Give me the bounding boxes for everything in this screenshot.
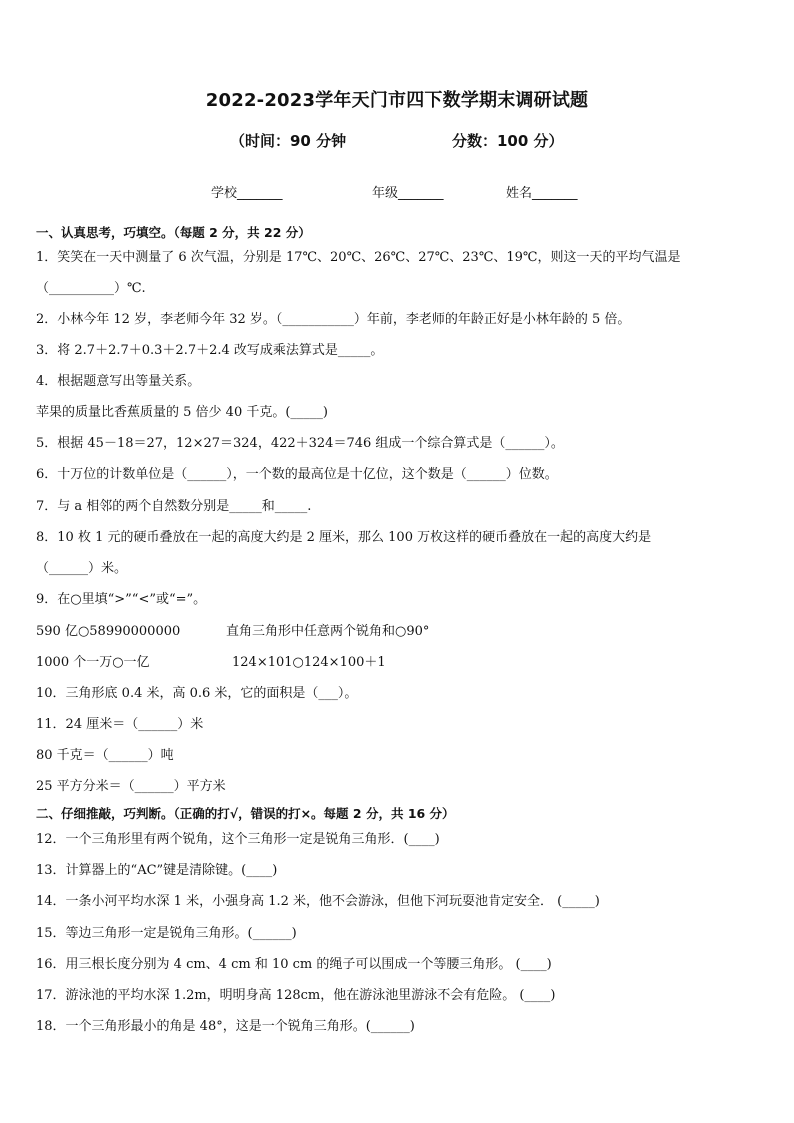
question-2: 2．小林今年 12 岁，李老师今年 32 岁。（___________）年前，李老师的年龄正好是小林年龄的 5 倍。 bbox=[36, 312, 631, 327]
question-3: 3．将 2.7＋2.7＋0.3＋2.7＋2.4 改写成乘法算式是_____。 bbox=[36, 343, 384, 358]
question-10: 10．三角形底 0.4 米，高 0.6 米，它的面积是（___）。 bbox=[36, 686, 358, 701]
question-17: 17．游泳池的平均水深 1.2m，明明身高 128cm，他在游泳池里游泳不会有危险。 (____) bbox=[36, 988, 556, 1003]
section2-heading: 二、仔细推敲，巧判断。（正确的打√，错误的打×。每题 2 分，共 16 分） bbox=[36, 806, 455, 821]
question-9a: 590 亿○58990000000 bbox=[36, 624, 181, 639]
section1-heading: 一、认真思考，巧填空。（每题 2 分，共 22 分） bbox=[36, 225, 311, 240]
question-9: 9．在○里填“>”“<”或“=”。 bbox=[36, 592, 207, 607]
question-9b: 直角三角形中任意两个锐角和○90° bbox=[226, 624, 430, 639]
question-5: 5．根据 45－18＝27，12×27＝324，422＋324＝746 组成一个综合算式是（______）。 bbox=[36, 436, 564, 451]
exam-time: （时间：90 分钟 bbox=[230, 132, 347, 150]
question-15: 15．等边三角形一定是锐角三角形。(______) bbox=[36, 926, 297, 941]
question-1: 1．笑笑在一天中测量了 6 次气温，分别是 17℃、20℃、26℃、27℃、23℃、19℃，则这一天的平均气温是 bbox=[36, 250, 681, 265]
question-1-answer: （__________）℃. bbox=[36, 281, 146, 296]
question-4-body: 苹果的质量比香蕉质量的 5 倍少 40 千克。(_____) bbox=[36, 405, 328, 420]
question-12: 12．一个三角形里有两个锐角，这个三角形一定是锐角三角形．(____) bbox=[36, 832, 440, 847]
question-13: 13．计算器上的“AC”键是清除键。(____) bbox=[36, 863, 278, 878]
question-9c: 1000 个一万○一亿 bbox=[36, 655, 150, 670]
name-field: 姓名_______ bbox=[506, 186, 578, 201]
question-6: 6．十万位的计数单位是（______），一个数的最高位是十亿位，这个数是（______）位数。 bbox=[36, 467, 558, 482]
question-4: 4．根据题意写出等量关系。 bbox=[36, 374, 201, 389]
question-11: 11．24 厘米＝（______）米 bbox=[36, 717, 204, 732]
grade-field: 年级_______ bbox=[372, 186, 444, 201]
question-11c: 25 平方分米＝（______）平方米 bbox=[36, 779, 226, 794]
question-9d: 124×101○124×100＋1 bbox=[232, 655, 386, 670]
question-11b: 80 千克＝（______）吨 bbox=[36, 748, 174, 763]
question-16: 16．用三根长度分别为 4 cm、4 cm 和 10 cm 的绳子可以围成一个等腰三角形。 (____) bbox=[36, 957, 552, 972]
question-8-answer: （______）米。 bbox=[36, 561, 128, 576]
school-field: 学校_______ bbox=[211, 186, 283, 201]
question-18: 18．一个三角形最小的角是 48°，这是一个锐角三角形。(______) bbox=[36, 1019, 415, 1034]
question-8: 8．10 枚 1 元的硬币叠放在一起的高度大约是 2 厘米，那么 100 万枚这样的硬币叠放在一起的高度大约是 bbox=[36, 530, 652, 545]
exam-score: 分数：100 分） bbox=[452, 132, 564, 150]
page-title: 2022-2023学年天门市四下数学期末调研试题 bbox=[205, 90, 589, 111]
question-14: 14．一条小河平均水深 1 米，小强身高 1.2 米，他不会游泳，但他下河玩耍池肯定安全． (_____) bbox=[36, 894, 600, 909]
question-7: 7．与 a 相邻的两个自然数分别是_____和_____. bbox=[36, 499, 312, 514]
